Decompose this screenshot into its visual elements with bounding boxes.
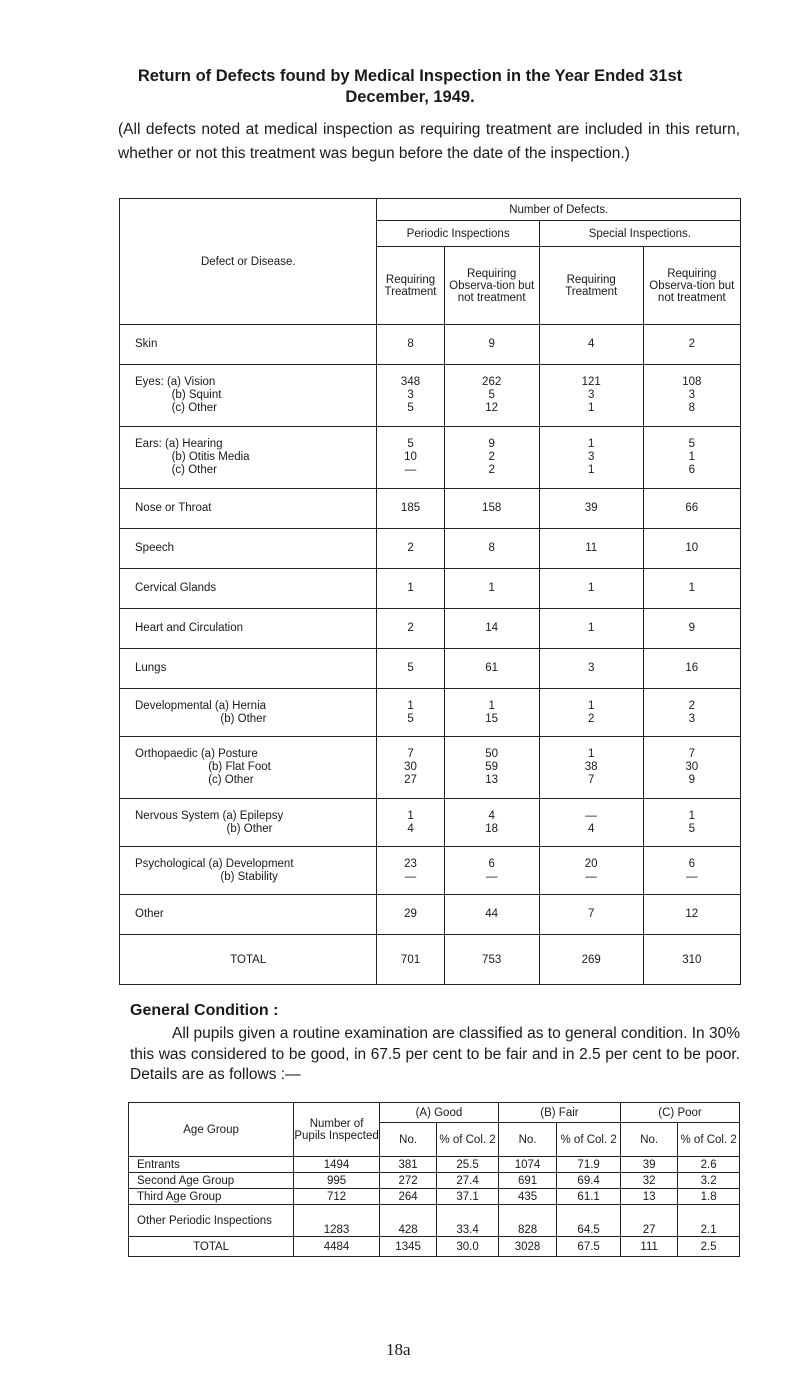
header-special-req-observation: Requiring Observa-tion but not treatment — [643, 247, 740, 325]
defect-value: 2 — [407, 622, 414, 634]
header-fair: (B) Fair — [498, 1103, 620, 1123]
defect-value-cell — [643, 737, 740, 799]
defect-label-line: (c) Other — [171, 402, 217, 414]
defect-value: 348 — [400, 376, 421, 388]
defect-label-line: (b) Stability — [220, 870, 278, 883]
defect-label-line: Cervical Glands — [135, 582, 217, 594]
defect-label — [120, 427, 377, 489]
defect-value: 20 — [584, 857, 598, 870]
defect-row — [120, 365, 741, 427]
defect-value-cell — [377, 649, 444, 689]
defect-label — [120, 529, 377, 569]
defect-label-line: Skin — [135, 338, 158, 350]
defect-value: 1 — [587, 464, 595, 476]
defect-value-cell — [539, 847, 643, 895]
defect-value-cell — [377, 737, 444, 799]
defect-value-cell — [539, 569, 643, 609]
condition-value: 2.1 — [678, 1205, 740, 1237]
defect-value: 27 — [404, 774, 417, 786]
defect-label — [120, 799, 377, 847]
condition-total-value: 2.5 — [678, 1237, 740, 1257]
defect-row — [120, 489, 741, 529]
defect-value: 1 — [688, 582, 695, 594]
defect-value: 9 — [488, 438, 495, 450]
defect-value: — — [404, 464, 417, 476]
condition-total-label: TOTAL — [129, 1237, 294, 1257]
defect-value-cell — [377, 365, 444, 427]
defect-row — [120, 847, 741, 895]
defect-value-cell — [643, 649, 740, 689]
condition-value: 71.9 — [557, 1157, 621, 1173]
header-periodic-inspections: Periodic Inspections — [377, 221, 539, 247]
defect-value-cell — [377, 689, 444, 737]
defect-value: 1 — [407, 809, 414, 822]
defect-value: 39 — [584, 502, 598, 514]
defect-row — [120, 799, 741, 847]
defect-value: 9 — [688, 622, 695, 634]
defect-value-cell — [643, 689, 740, 737]
total-label: TOTAL — [120, 935, 377, 985]
defect-value: 121 — [581, 376, 601, 388]
defect-value-cell — [643, 365, 740, 427]
defect-value: 23 — [404, 857, 417, 870]
defect-row — [120, 609, 741, 649]
defect-label — [120, 689, 377, 737]
general-condition-body: All pupils given a routine examination are classified as to general condition. In 30% this was considered to be good, in 67.5 per cent to be fair and in 2.5 per cent to be poor. Details are as follows :— — [130, 1025, 740, 1083]
defect-value-cell — [377, 799, 444, 847]
condition-value: 39 — [621, 1157, 678, 1173]
defect-value: 1 — [587, 622, 595, 634]
header-good-no: No. — [379, 1123, 436, 1157]
defect-value-cell — [377, 569, 444, 609]
defect-value-cell — [539, 737, 643, 799]
defect-value: — — [585, 809, 597, 822]
defect-value: 16 — [685, 662, 699, 674]
defect-value-cell — [539, 489, 643, 529]
defect-label-line: Psychological (a) Development — [135, 857, 294, 870]
defect-value: 4 — [587, 822, 595, 835]
condition-value: 1.8 — [678, 1189, 740, 1205]
defect-label-line: Eyes: (a) Vision — [135, 376, 216, 388]
condition-value: 264 — [379, 1189, 436, 1205]
defect-value: 7 — [587, 774, 595, 786]
defect-value: 1 — [587, 438, 595, 450]
defect-value: 29 — [404, 908, 417, 920]
defect-label-line: (c) Other — [208, 774, 254, 786]
condition-total-row — [129, 1237, 740, 1257]
defect-label — [120, 649, 377, 689]
defect-value: 5 — [688, 438, 695, 450]
defect-value-cell — [377, 427, 444, 489]
condition-total-value: 1345 — [379, 1237, 436, 1257]
total-special-observation: 310 — [643, 935, 740, 985]
defect-label-line: Orthopaedic (a) Posture — [135, 748, 258, 760]
condition-row — [129, 1157, 740, 1173]
defect-value: 5 — [407, 712, 414, 725]
defect-value: 2 — [688, 338, 695, 350]
general-condition-text — [130, 1024, 740, 1086]
defect-value: 30 — [404, 761, 417, 773]
defect-value-cell — [643, 427, 740, 489]
defect-value: 6 — [688, 464, 695, 476]
defect-value: 10 — [404, 451, 417, 463]
defect-value-cell — [444, 689, 539, 737]
defect-row — [120, 325, 741, 365]
header-age-group: Age Group — [129, 1103, 294, 1157]
defect-label — [120, 737, 377, 799]
defect-label-line: Heart and Circulation — [135, 622, 244, 634]
defect-value: 11 — [585, 542, 598, 554]
defect-value: 2 — [587, 712, 595, 725]
defect-value-cell — [444, 799, 539, 847]
defect-label-line: Lungs — [135, 662, 167, 674]
defect-label-line: Nose or Throat — [135, 502, 212, 514]
defect-value: — — [585, 870, 597, 883]
condition-value: 712 — [294, 1189, 380, 1205]
defect-label-line: (b) Other — [220, 712, 267, 725]
defect-value-cell — [643, 569, 740, 609]
defect-value: 2 — [488, 464, 495, 476]
defect-value: 2 — [488, 451, 495, 463]
condition-total-value: 67.5 — [557, 1237, 621, 1257]
condition-value: 33.4 — [437, 1205, 499, 1237]
total-periodic-treatment: 701 — [377, 935, 444, 985]
defect-value: 4 — [587, 338, 595, 350]
defect-value: 3 — [688, 389, 695, 401]
age-group-label: Other Periodic Inspections — [129, 1205, 294, 1237]
defect-value: 1 — [587, 699, 595, 712]
defect-value: 1 — [688, 809, 695, 822]
condition-table-body — [129, 1157, 740, 1237]
defect-value: 3 — [587, 662, 595, 674]
condition-value: 1494 — [294, 1157, 380, 1173]
condition-value: 32 — [621, 1173, 678, 1189]
defects-table — [119, 198, 741, 985]
defect-value-cell — [539, 325, 643, 365]
defect-value: 1 — [587, 748, 595, 760]
condition-value: 272 — [379, 1173, 436, 1189]
defect-value: 5 — [407, 662, 414, 674]
defect-value-cell — [444, 737, 539, 799]
defect-value-cell — [444, 609, 539, 649]
page-number: 18a — [386, 1340, 411, 1359]
defect-value: 9 — [488, 338, 495, 350]
condition-value: 1074 — [498, 1157, 556, 1173]
defect-value: 66 — [685, 502, 699, 514]
page-title: Return of Defects found by Medical Inspection in the Year Ended 31st December, 1949. — [137, 67, 683, 106]
defect-value-cell — [444, 847, 539, 895]
defect-value-cell — [539, 895, 643, 935]
defect-value-cell — [539, 427, 643, 489]
defect-value-cell — [539, 529, 643, 569]
defect-label-line: Ears: (a) Hearing — [135, 438, 223, 450]
condition-value: 27.4 — [437, 1173, 499, 1189]
condition-value: 381 — [379, 1157, 436, 1173]
defect-label — [120, 569, 377, 609]
defect-value-cell — [444, 365, 539, 427]
defect-value-cell — [444, 489, 539, 529]
defect-value: 12 — [485, 402, 499, 414]
condition-row — [129, 1189, 740, 1205]
defect-value: 1 — [407, 582, 414, 594]
defect-value: 158 — [482, 502, 502, 514]
defect-row — [120, 569, 741, 609]
defect-value-cell — [444, 649, 539, 689]
defect-label — [120, 325, 377, 365]
header-pupils-inspected: Number of Pupils Inspected — [294, 1103, 380, 1157]
defect-value: 262 — [482, 376, 502, 388]
defect-value: 8 — [688, 402, 695, 414]
condition-total-value: 111 — [621, 1237, 678, 1257]
age-group-label: Second Age Group — [129, 1173, 294, 1189]
defect-value: 8 — [488, 542, 495, 554]
defect-value-cell — [444, 569, 539, 609]
defect-value-cell — [377, 529, 444, 569]
defect-value: 14 — [485, 622, 499, 634]
age-group-label: Entrants — [129, 1157, 294, 1173]
defect-row — [120, 649, 741, 689]
condition-value: 3.2 — [678, 1173, 740, 1189]
defect-value: 3 — [688, 712, 695, 725]
defect-value: 18 — [485, 822, 499, 835]
defect-label — [120, 895, 377, 935]
defect-value-cell — [377, 895, 444, 935]
condition-table — [128, 1102, 740, 1257]
header-number-of-defects: Number of Defects. — [377, 199, 741, 221]
defect-value: 7 — [407, 748, 414, 760]
defect-label-line: (b) Squint — [171, 389, 222, 401]
header-fair-no: No. — [498, 1123, 556, 1157]
condition-row — [129, 1173, 740, 1189]
header-poor: (C) Poor — [621, 1103, 740, 1123]
condition-value: 13 — [621, 1189, 678, 1205]
defect-value-cell — [539, 609, 643, 649]
defect-value-cell — [377, 489, 444, 529]
defect-value: 12 — [685, 908, 699, 920]
defect-value: 5 — [407, 438, 414, 450]
defect-value: 15 — [485, 712, 499, 725]
condition-value: 61.1 — [557, 1189, 621, 1205]
defect-value: 13 — [485, 774, 499, 786]
defect-value: 7 — [688, 748, 695, 760]
condition-value: 435 — [498, 1189, 556, 1205]
defect-value: 7 — [587, 908, 595, 920]
defect-row — [120, 689, 741, 737]
defect-value: 44 — [485, 908, 499, 920]
condition-total-value: 30.0 — [437, 1237, 499, 1257]
defect-label-line: (b) Flat Foot — [208, 761, 271, 773]
defect-value: — — [485, 870, 498, 883]
defect-value: 2 — [688, 699, 695, 712]
condition-value: 691 — [498, 1173, 556, 1189]
defect-value: 1 — [587, 402, 595, 414]
defect-value: 59 — [485, 761, 499, 773]
defect-value-cell — [539, 799, 643, 847]
condition-value: 1283 — [294, 1205, 380, 1237]
defect-value: 3 — [407, 389, 414, 401]
defect-value: 30 — [685, 761, 699, 773]
defect-value: 10 — [685, 542, 699, 554]
defect-value: 3 — [587, 451, 595, 463]
defect-label-line: (b) Other — [226, 822, 273, 835]
defects-table-body — [120, 325, 741, 935]
defect-value: 61 — [485, 662, 499, 674]
defect-value: 1 — [488, 582, 495, 594]
condition-total-value: 3028 — [498, 1237, 556, 1257]
defect-value-cell — [444, 529, 539, 569]
defect-value-cell — [377, 609, 444, 649]
defect-value-cell — [444, 427, 539, 489]
defect-value: 38 — [584, 761, 598, 773]
total-special-treatment: 269 — [539, 935, 643, 985]
intro-paragraph: (All defects noted at medical inspection as requiring treatment are included in this return, whether or not this treatment was begun before the date of the inspection.) — [118, 121, 740, 162]
defect-value: 3 — [587, 389, 595, 401]
defect-value-cell — [539, 365, 643, 427]
defect-value: 1 — [688, 451, 695, 463]
defect-row — [120, 529, 741, 569]
header-special-inspections: Special Inspections. — [539, 221, 740, 247]
defect-value: 4 — [488, 809, 495, 822]
defect-value: — — [404, 870, 417, 883]
defect-label — [120, 847, 377, 895]
condition-value: 25.5 — [437, 1157, 499, 1173]
header-special-req-treatment: Requiring Treatment — [539, 247, 643, 325]
header-defect-or-disease: Defect or Disease. — [120, 199, 377, 325]
defect-value: 8 — [407, 338, 414, 350]
defect-value-cell — [643, 799, 740, 847]
defect-value-cell — [643, 847, 740, 895]
defect-value: 5 — [407, 402, 414, 414]
header-good-pct: % of Col. 2 — [437, 1123, 499, 1157]
general-condition-heading: General Condition : — [130, 1002, 279, 1019]
condition-value: 69.4 — [557, 1173, 621, 1189]
defect-value-cell — [377, 847, 444, 895]
defect-value-cell — [539, 649, 643, 689]
total-periodic-observation: 753 — [444, 935, 539, 985]
condition-row — [129, 1205, 740, 1237]
defect-value: 108 — [682, 376, 702, 388]
defect-label — [120, 609, 377, 649]
header-periodic-req-treatment: Requiring Treatment — [377, 247, 444, 325]
defect-value: 9 — [688, 774, 695, 786]
defect-label-line: (c) Other — [171, 464, 217, 476]
header-poor-pct: % of Col. 2 — [678, 1123, 740, 1157]
condition-value: 27 — [621, 1205, 678, 1237]
condition-value: 2.6 — [678, 1157, 740, 1173]
defect-value: 2 — [407, 542, 414, 554]
defect-value-cell — [444, 325, 539, 365]
condition-value: 428 — [379, 1205, 436, 1237]
defect-label-line: (b) Otitis Media — [171, 451, 250, 463]
defect-value-cell — [643, 895, 740, 935]
defect-value: 1 — [587, 582, 595, 594]
condition-value: 37.1 — [437, 1189, 499, 1205]
defect-label-line: Developmental (a) Hernia — [135, 699, 267, 712]
condition-value: 828 — [498, 1205, 556, 1237]
defect-value-cell — [643, 489, 740, 529]
defect-value: 1 — [488, 699, 495, 712]
header-periodic-req-observation: Requiring Observa-tion but not treatment — [444, 247, 539, 325]
defect-label-line: Other — [135, 908, 164, 920]
defect-row — [120, 895, 741, 935]
header-fair-pct: % of Col. 2 — [557, 1123, 621, 1157]
age-group-label: Third Age Group — [129, 1189, 294, 1205]
defect-value-cell — [643, 529, 740, 569]
defect-value: 50 — [485, 748, 499, 760]
defect-value-cell — [539, 689, 643, 737]
defect-value-cell — [643, 609, 740, 649]
defect-label-line: Nervous System (a) Epilepsy — [135, 809, 284, 822]
defect-value-cell — [444, 895, 539, 935]
defect-value-cell — [377, 325, 444, 365]
defect-label — [120, 489, 377, 529]
defect-value: 6 — [688, 857, 695, 870]
condition-value: 995 — [294, 1173, 380, 1189]
condition-total-value: 4484 — [294, 1237, 380, 1257]
header-good: (A) Good — [379, 1103, 498, 1123]
defect-row — [120, 737, 741, 799]
condition-value: 64.5 — [557, 1205, 621, 1237]
defect-value: 4 — [407, 822, 414, 835]
defects-total-row — [120, 935, 741, 985]
header-poor-no: No. — [621, 1123, 678, 1157]
defect-value: 6 — [488, 857, 495, 870]
defect-row — [120, 427, 741, 489]
defect-value: 5 — [688, 822, 695, 835]
defect-value: 1 — [407, 699, 414, 712]
defect-value: — — [686, 870, 698, 883]
defect-value: 185 — [400, 502, 421, 514]
defect-label-line: Speech — [135, 542, 175, 554]
defect-value: 5 — [488, 389, 495, 401]
defect-label — [120, 365, 377, 427]
defect-value-cell — [643, 325, 740, 365]
